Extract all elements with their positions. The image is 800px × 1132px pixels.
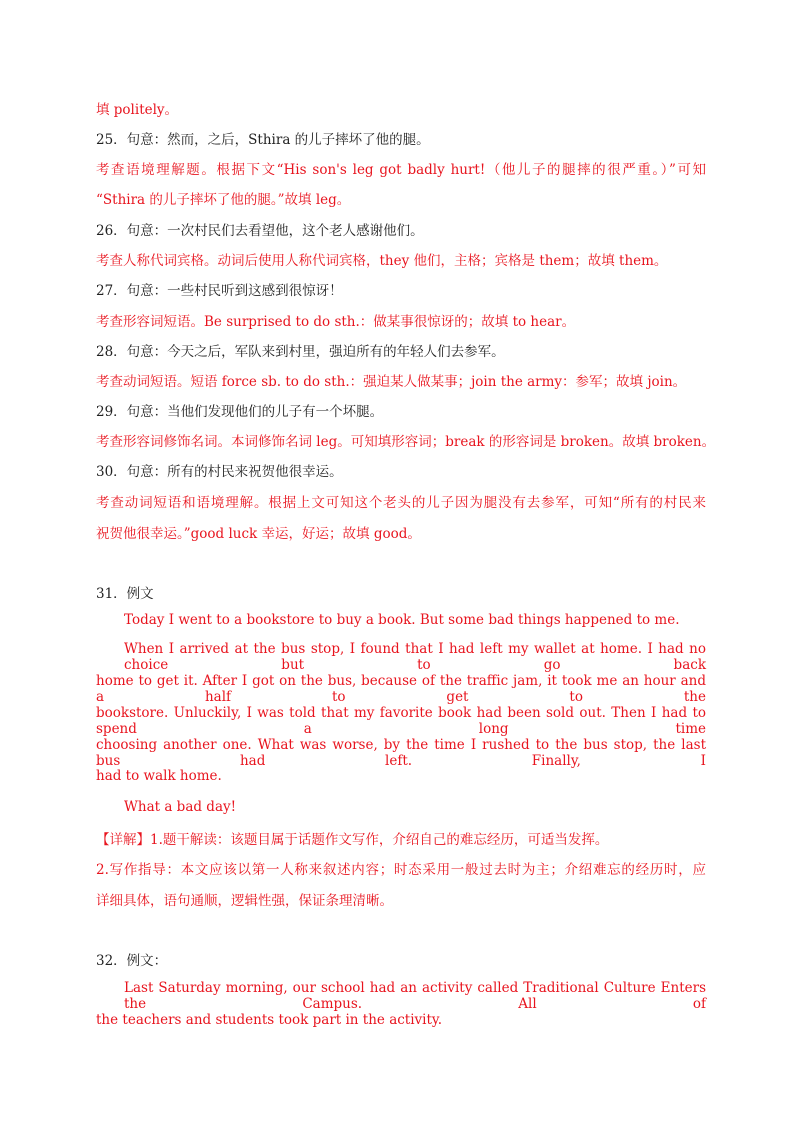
- q31-essay-line-4: bookstore. Unluckily, I was told that my favorite book had been sold out. Then I had to spend a long time: [96, 705, 706, 737]
- q32-essay-line-2: the teachers and students took part in the activity.: [96, 1012, 443, 1028]
- q31-detail-2-line-2: 详细具体，语句通顺，逻辑性强，保证条理清晰。: [96, 893, 393, 909]
- q25-explanation-line-2: “Sthira 的儿子摔坏了他的腿。”故填 leg。: [96, 192, 351, 208]
- q30-meaning: 30．句意：所有的村民来祝贺他很幸运。: [96, 464, 343, 480]
- q29-meaning: 29．句意：当他们发现他们的儿子有一个坏腿。: [96, 404, 384, 420]
- q32-heading: 32．例文：: [96, 953, 168, 969]
- q31-essay-line-6: had to walk home.: [96, 768, 222, 784]
- q31-essay-line-3: home to get it. After I got on the bus, because of the traffic jam, it took me an hour and a half to get to the: [96, 673, 706, 705]
- q31-essay-closing: What a bad day!: [124, 799, 237, 815]
- q28-explanation: 考查动词短语。短语 force sb. to do sth.：强迫某人做某事；join the army：参军；故填 join。: [96, 374, 687, 390]
- q29-explanation: 考查形容词修饰名词。本词修饰名词 leg。可知填形容词；break 的形容词是 broken。故填 broken。: [96, 434, 716, 450]
- q31-essay-line-5: choosing another one. What was worse, by the time I rushed to the bus stop, the last bus had left. Finally, I: [96, 737, 706, 769]
- q31-essay-line-1: Today I went to a bookstore to buy a book. But some bad things happened to me.: [124, 612, 680, 628]
- q28-meaning: 28．句意：今天之后，军队来到村里，强迫所有的年轻人们去参军。: [96, 344, 505, 360]
- q31-essay-line-2: When I arrived at the bus stop, I found that I had left my wallet at home. I had no choice but to go back: [124, 641, 706, 673]
- q30-explanation-line-1: 考查动词短语和语境理解。根据上文可知这个老头的儿子因为腿没有去参军，可知“所有的村民来: [96, 495, 706, 511]
- q26-meaning: 26．句意：一次村民们去看望他，这个老人感谢他们。: [96, 223, 424, 239]
- q30-explanation-line-2: 祝贺他很幸运。”good luck 幸运，好运；故填 good。: [96, 526, 421, 542]
- q26-explanation: 考查人称代词宾格。动词后使用人称代词宾格，they 他们，主格；宾格是 them；故填 them。: [96, 253, 668, 269]
- q32-essay-line-1: Last Saturday morning, our school had an activity called Traditional Culture Enters the Campus. All of: [124, 980, 706, 1012]
- q25-meaning: 25．句意：然而，之后，Sthira 的儿子摔坏了他的腿。: [96, 132, 430, 148]
- answer-24-tail: 填 politely。: [96, 102, 179, 118]
- q31-detail-1: 【详解】1.题干解读：该题目属于话题作文写作，介绍自己的难忘经历，可适当发挥。: [96, 832, 609, 848]
- q31-detail-2-line-1: 2.写作指导：本文应该以第一人称来叙述内容；时态采用一般过去时为主；介绍难忘的经历时，应: [96, 862, 706, 878]
- q27-explanation: 考查形容词短语。Be surprised to do sth.：做某事很惊讶的；故填 to hear。: [96, 314, 576, 330]
- q31-heading: 31．例文: [96, 586, 154, 602]
- q25-explanation-line-1: 考查语境理解题。根据下文“His son's leg got badly hurt!（他儿子的腿摔的很严重。）”可知: [96, 162, 706, 178]
- q27-meaning: 27．句意：一些村民听到这感到很惊讶！: [96, 283, 343, 299]
